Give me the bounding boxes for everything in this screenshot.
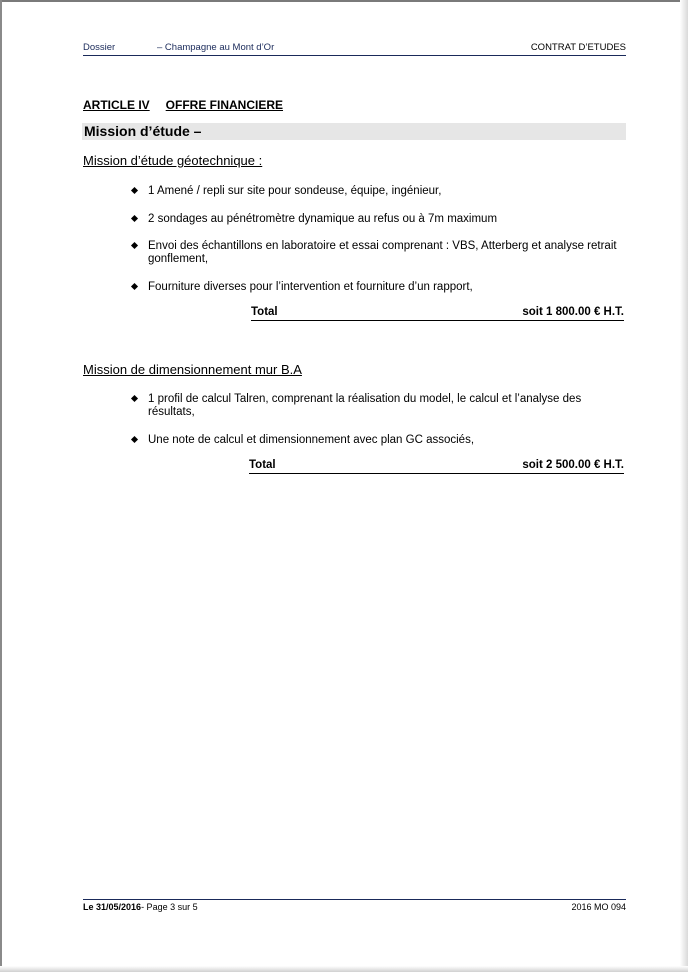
total-amount: soit 1 800.00 € H.T. [522, 306, 624, 318]
page-border-top [0, 0, 688, 2]
total-label: Total [251, 306, 278, 318]
footer-page-number: - Page 3 sur 5 [141, 902, 198, 912]
list-item: 1 Amené / repli sur site pour sondeuse, équipe, ingénieur, [132, 185, 624, 198]
list-item: Fourniture diverses pour l’intervention et fourniture d’un rapport, [132, 281, 624, 294]
footer-date: Le 31/05/2016 [83, 902, 142, 912]
header-document-type: CONTRAT D’ETUDES [530, 42, 626, 53]
mission-heading-bar [82, 123, 626, 140]
bullet-diamond-icon [131, 187, 138, 194]
section-title-geotechnique: Mission d’étude géotechnique : [83, 153, 263, 168]
page-shadow-right [680, 0, 688, 972]
bullet-diamond-icon [131, 215, 138, 222]
article-number: ARTICLE IV [83, 98, 150, 112]
bullet-diamond-icon [131, 283, 138, 290]
bullet-diamond-icon [131, 395, 138, 402]
list-item: Envoi des échantillons en laboratoire et essai comprenant : VBS, Atterberg et analyse retrait gonflement, [132, 240, 624, 266]
list-item: 1 profil de calcul Talren, comprenant la réalisation du model, le calcul et l’analyse des résultats, [132, 393, 624, 419]
article-heading: OFFRE FINANCIERE [165, 98, 284, 112]
header-dossier-name: – Champagne au Mont d’Or [157, 42, 275, 53]
page-footer [83, 899, 626, 914]
total-row-geotechnique [251, 306, 624, 321]
page-shadow-bottom [0, 966, 688, 972]
list-item: Une note de calcul et dimensionnement avec plan GC associés, [132, 434, 624, 447]
total-amount: soit 2 500.00 € H.T. [522, 459, 624, 471]
bullet-diamond-icon [131, 436, 138, 443]
list-item: 2 sondages au pénétromètre dynamique au refus ou à 7m maximum [132, 213, 624, 226]
footer-date-page [83, 902, 198, 912]
bullet-diamond-icon [131, 242, 138, 249]
total-label: Total [249, 459, 276, 471]
mission-heading: Mission d’étude – [84, 123, 202, 139]
total-row-dimensionnement [249, 459, 624, 474]
page-border-left [0, 0, 2, 972]
header-dossier-label: Dossier [83, 42, 116, 53]
footer-reference: 2016 MO 094 [571, 902, 626, 912]
article-title [83, 98, 283, 112]
page-header [83, 42, 626, 56]
section-title-dimensionnement: Mission de dimensionnement mur B.A [83, 362, 302, 377]
